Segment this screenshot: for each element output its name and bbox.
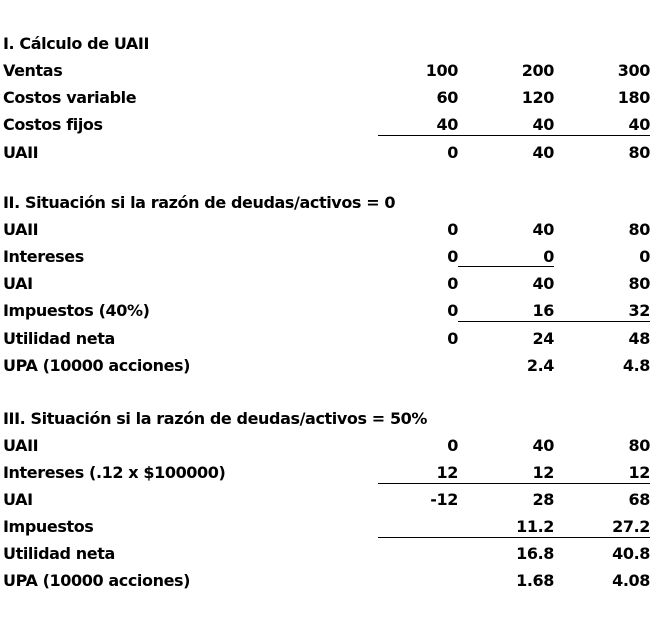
cell-value: 48 [628,329,650,348]
cell-value: 0 [447,247,458,266]
cell-value: 4.8 [622,356,650,375]
cell-value: 27.2 [612,517,650,536]
cell-value: 80 [628,274,650,293]
cell-value: 0 [447,143,458,162]
cell-value: 0 [543,247,554,266]
cell-value: 80 [628,436,650,455]
cell-value: 60 [436,88,458,107]
cell-value: 0 [447,274,458,293]
cell-value: 4.08 [612,571,650,590]
cell-value: 40 [532,436,554,455]
cell-value: 32 [628,301,650,320]
cell-value: 11.2 [516,517,554,536]
cell-value: 1.68 [516,571,554,590]
cell-value: 16.8 [516,544,554,563]
section-title: II. Situación si la razón de deudas/activos = 0 [3,193,396,212]
cell-value: 40 [532,143,554,162]
cell-value: 40 [532,274,554,293]
row-label: Intereses [3,247,84,266]
cell-value: 0 [447,436,458,455]
row-label: UAI [3,490,33,509]
row-label: Utilidad neta [3,329,115,348]
cell-value: 40.8 [612,544,650,563]
row-label: Impuestos (40%) [3,301,150,320]
section-title: I. Cálculo de UAII [3,34,150,53]
row-label: Impuestos [3,517,94,536]
row-label: Ventas [3,61,63,80]
cell-value: 40 [532,115,554,134]
row-label: UAII [3,436,39,455]
cell-value: 68 [628,490,650,509]
cell-value: 80 [628,220,650,239]
underline-border [458,321,650,322]
cell-value: 80 [628,143,650,162]
cell-value: 300 [617,61,650,80]
cell-value: -12 [430,490,458,509]
row-label: UAII [3,220,39,239]
cell-value: 0 [447,329,458,348]
row-label: UAI [3,274,33,293]
cell-value: 180 [617,88,650,107]
underline-border [378,483,650,484]
underline-border [378,135,650,136]
cell-value: 24 [532,329,554,348]
cell-value: 0 [447,301,458,320]
cell-value: 100 [425,61,458,80]
row-label: UAII [3,143,39,162]
row-label: UPA (10000 acciones) [3,571,191,590]
cell-value: 0 [639,247,650,266]
row-label: Costos fijos [3,115,103,134]
cell-value: 120 [521,88,554,107]
cell-value: 16 [532,301,554,320]
cell-value: 12 [436,463,458,482]
cell-value: 0 [447,220,458,239]
row-label: UPA (10000 acciones) [3,356,191,375]
cell-value: 12 [532,463,554,482]
row-label: Intereses (.12 x $100000) [3,463,226,482]
cell-value: 40 [628,115,650,134]
cell-value: 40 [436,115,458,134]
underline-border [458,266,554,267]
cell-value: 12 [628,463,650,482]
cell-value: 40 [532,220,554,239]
cell-value: 28 [532,490,554,509]
row-label: Costos variable [3,88,137,107]
underline-border [378,537,650,538]
section-title: III. Situación si la razón de deudas/activos = 50% [3,409,428,428]
cell-value: 2.4 [526,356,554,375]
row-label: Utilidad neta [3,544,115,563]
cell-value: 200 [521,61,554,80]
